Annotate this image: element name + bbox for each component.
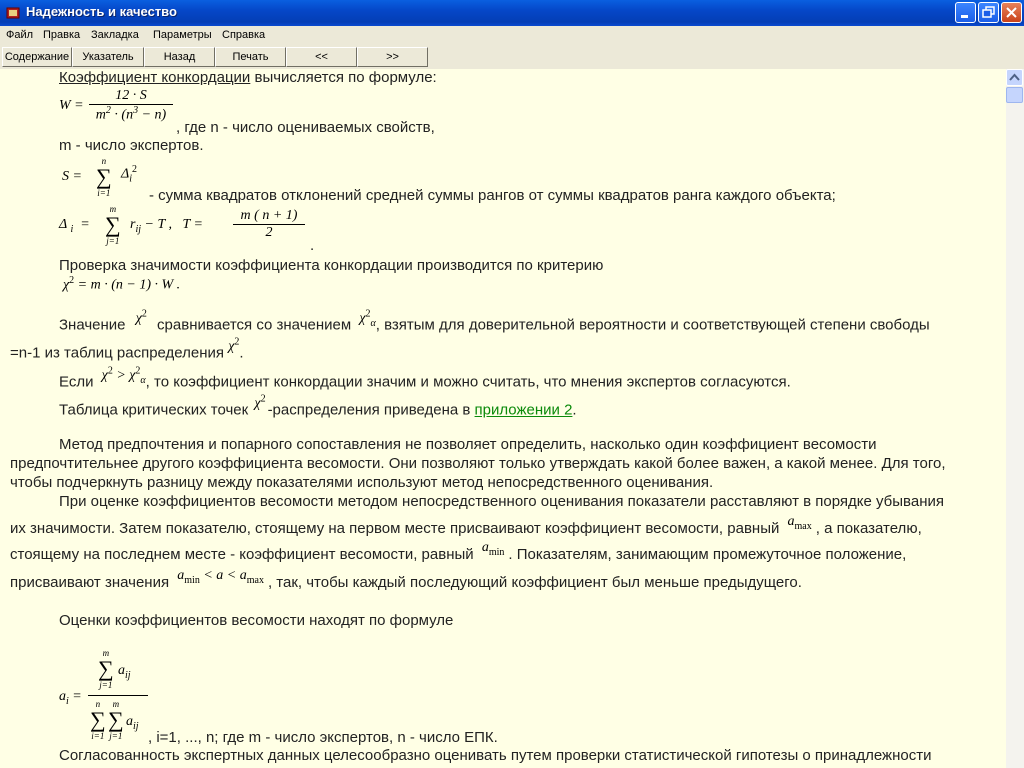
p2-line-4-text-a: присваивают значения [10, 574, 170, 591]
formula-s-lhs: S = [62, 169, 82, 184]
appendix-2-link[interactable]: приложении 2 [474, 401, 573, 419]
scroll-up-button[interactable] [1006, 69, 1023, 86]
restore-icon [982, 6, 995, 19]
last-line: Согласованность экспертных данных целесообразно оценивать путем проверки статистической гипотезы о принадлежности [59, 747, 932, 764]
toolbar [0, 45, 1024, 70]
value-text-a: Значение [59, 316, 126, 334]
p1-line-3: чтобы подчеркнуть разницу между показателями используют метод непосредственного оценивания. [10, 474, 714, 491]
value-text-b: сравнивается со значением [157, 316, 352, 334]
p2-line-1: При оценке коэффициентов весомости методом непосредственного оценивания показатели расставляют в порядке убывания [59, 493, 944, 510]
menu-edit[interactable]: Правка [43, 29, 81, 41]
chi-squared-symbol-2: $\chi^2$ [228, 336, 240, 354]
experts-count-text: m - число экспертов. [59, 137, 204, 154]
formula-w-fraction [89, 88, 173, 124]
help-content [0, 69, 1006, 768]
help-book-icon [5, 5, 21, 21]
formula-ai-numerator: m ∑ j=1 $a_{ij}$ [98, 648, 131, 690]
index-button[interactable]: Указатель [72, 47, 144, 67]
formula-s-description: - сумма квадратов отклонений средней суммы рангов от суммы квадратов ранга каждого объекта; [149, 187, 836, 204]
value-text-c: , взятым для доверительной вероятности и соответствующей степени свободы [375, 316, 930, 334]
arrow-up-icon [1007, 70, 1022, 85]
a-max-symbol: $a_{max}$ [787, 514, 812, 532]
chi-squared-symbol-3: $\chi^2$ [254, 393, 266, 411]
formula-w-denominator: $m^2 \cdot (n^3 - n)$ [89, 104, 173, 124]
maximize-button[interactable] [978, 2, 999, 23]
contents-button[interactable]: Содержание [2, 47, 72, 67]
p2-line-2-text-a: их значимости. Затем показателю, стоящему на первом месте присваивают коэффициент весомости, равный [10, 520, 780, 537]
formula-s-term: $\Delta_i^2$ [121, 164, 137, 185]
p2-line-2 [10, 514, 922, 544]
formula-t-dot: . [310, 237, 315, 254]
print-button[interactable]: Печать [215, 47, 286, 67]
formula-w-lhs: W = [59, 98, 84, 113]
significance-check-text: Проверка значимости коэффициента конкордации производится по критерию [59, 257, 604, 274]
formula-delta-sum: m ∑ j=1 [105, 204, 121, 246]
p3-text: Оценки коэффициентов весомости находят по формуле [59, 612, 454, 629]
menu-bookmark[interactable]: Закладка [91, 29, 139, 41]
menu-file[interactable]: Файл [6, 29, 34, 41]
menu-options[interactable]: Параметры [153, 29, 212, 41]
formula-w-where: , где n - число оцениваемых свойств, [176, 119, 435, 136]
minimize-icon [959, 6, 972, 19]
a-range-formula: $a_{min} < a < a_{max}$ [177, 568, 264, 586]
minimize-button[interactable] [955, 2, 976, 23]
a-min-symbol: $a_{min}$ [481, 540, 505, 558]
concordance-intro [59, 69, 437, 87]
formula-ai-denominator: n ∑ i=1 m ∑ j=1 $a_{ij}$ [88, 695, 148, 742]
value-line-2: =n-1 из таблиц распределения $\chi^2$. [10, 336, 244, 362]
menu-help[interactable]: Справка [222, 29, 266, 41]
intro-text: вычисляется по формуле: [250, 69, 437, 86]
table-text-a: Таблица критических точек [59, 401, 249, 419]
scroll-thumb[interactable] [1006, 87, 1023, 103]
p1-line-2: предпочтительнее другого коэффициента весомости. Они позволяют только утверждать какой более важен, а какой менее. Для того, [10, 455, 946, 472]
p2-line-3 [10, 540, 907, 570]
p2-line-4 [10, 568, 802, 598]
if-line [59, 365, 791, 397]
table-line [59, 393, 577, 421]
formula-t-numerator: m ( n + 1) [240, 208, 298, 223]
chi-squared-alpha-symbol: $\chi^2_\alpha$ [359, 308, 376, 329]
chi-compare-formula: $\chi^2 > \chi^2_\alpha$ [101, 365, 146, 386]
p1-line-1: Метод предпочтения и попарного сопоставления не позволяет определить, насколько один коэффициент весомости [59, 436, 877, 453]
p2-line-2-text-b: , а показателю, [815, 520, 922, 537]
formula-delta-lhs: Δ $_i$ = [59, 217, 90, 235]
vertical-scrollbar[interactable] [1006, 69, 1024, 768]
formula-w-numerator: 12 · S [115, 88, 147, 103]
prev-topic-button[interactable]: << [286, 47, 357, 67]
formula-ai-tail: , i=1, ..., n; где m - число экспертов, n - число ЕПК. [148, 729, 498, 746]
value-line [59, 308, 930, 340]
formula-ai-fraction [88, 649, 148, 742]
formula-s-sum: n ∑ i=1 [96, 156, 112, 198]
close-button[interactable] [1001, 2, 1022, 23]
window-title: Надежность и качество [26, 4, 177, 19]
concordance-link[interactable]: Коэффициент конкордации [59, 69, 251, 86]
table-text-end: . [572, 401, 577, 419]
formula-t-fraction [233, 208, 305, 241]
formula-chi: $\chi^2 = m \cdot (n - 1) \cdot W$ . [63, 275, 181, 293]
formula-ai-lhs: $a_i$ = [59, 689, 82, 707]
p2-line-3-text-a: стоящему на последнем месте - коэффициент весомости, равный [10, 546, 474, 563]
p2-line-3-text-b: . Показателям, занимающим промежуточное положение, [508, 546, 907, 563]
value-text-d: =n-1 из таблиц распределения [10, 344, 225, 362]
chi-squared-symbol: $\chi^2$ [135, 308, 147, 326]
table-text-b: -распределения приведена в [267, 401, 475, 419]
menu-bar [0, 26, 1024, 45]
if-text-a: Если [59, 373, 94, 391]
p2-line-4-text-b: , так, чтобы каждый последующий коэффициент был меньше предыдущего. [267, 574, 802, 591]
formula-t-denominator: 2 [233, 224, 305, 241]
back-button[interactable]: Назад [144, 47, 215, 67]
next-topic-button[interactable]: >> [357, 47, 428, 67]
formula-delta-term: $r_{ij} - T$ , T = [130, 217, 203, 235]
title-bar [0, 0, 1024, 26]
close-icon [1005, 6, 1018, 19]
if-text-b: , то коэффициент конкордации значим и можно считать, что мнения экспертов согласуются. [145, 373, 791, 391]
